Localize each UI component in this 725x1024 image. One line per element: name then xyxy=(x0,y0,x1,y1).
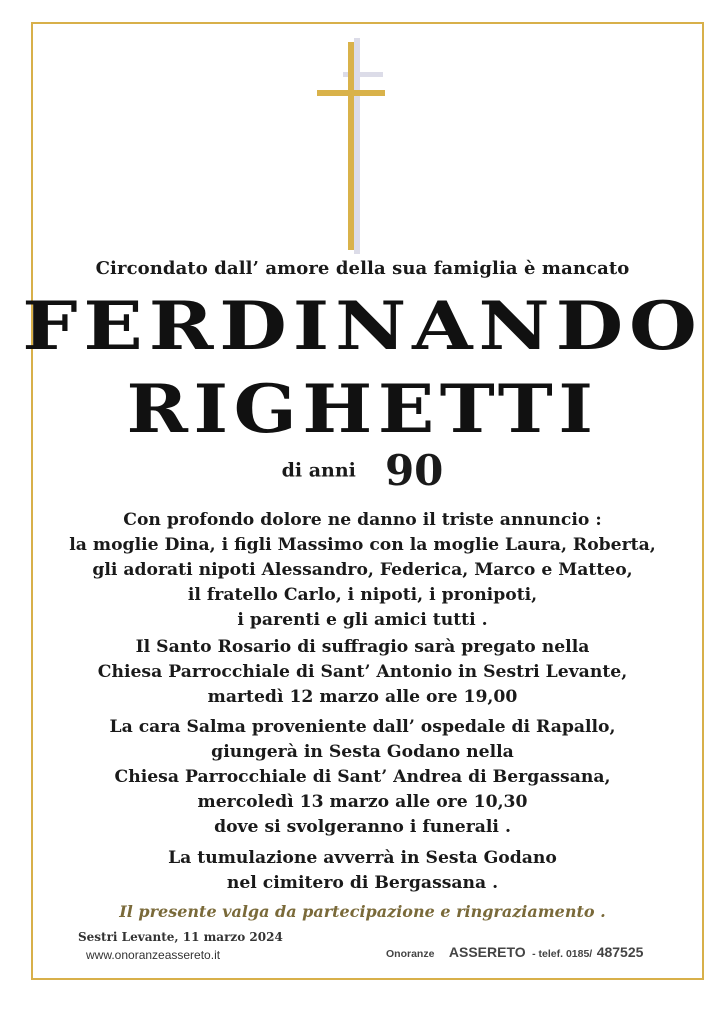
place-date: Sestri Levante, 11 marzo 2024 xyxy=(78,930,283,944)
text-line: il fratello Carlo, i nipoti, i pronipoti, xyxy=(187,585,538,605)
funeral-announcement xyxy=(40,715,685,840)
agency-prefix: Onoranze xyxy=(386,948,435,960)
text-line: Chiesa Parrocchiale di Sant’ Antonio in Sestri Levante, xyxy=(97,662,628,682)
text-line: giungerà in Sesta Godano nella xyxy=(211,742,514,762)
closing-text: Il presente valga da partecipazione e ringraziamento . xyxy=(119,902,606,921)
intro-text: Circondato dall’ amore della sua famiglia è mancato xyxy=(95,258,630,279)
text-line: la moglie Dina, i figli Massimo con la moglie Laura, Roberta, xyxy=(69,535,656,555)
cross-icon xyxy=(315,38,385,254)
text-line: dove si svolgeranno i funerali . xyxy=(214,817,511,837)
agency-name: ASSERETO xyxy=(448,944,526,960)
text-line: i parenti e gli amici tutti . xyxy=(237,610,488,630)
age-label: di anni xyxy=(281,459,356,482)
text-line: martedì 12 marzo alle ore 19,00 xyxy=(207,687,518,707)
deceased-last-name: RIGHETTI xyxy=(126,370,599,448)
phone-number: 487525 xyxy=(596,944,644,960)
text-line: gli adorati nipoti Alessandro, Federica, Marco e Matteo, xyxy=(92,560,633,580)
text-line: Con profondo dolore ne danno il triste annuncio : xyxy=(123,510,602,530)
age-row xyxy=(0,446,725,495)
text-line: nel cimitero di Bergassana . xyxy=(226,873,499,893)
agency-website: www.onoranzeassereto.it xyxy=(86,948,221,962)
age-value: 90 xyxy=(384,446,444,495)
burial-announcement xyxy=(40,846,685,896)
text-line: La cara Salma proveniente dall’ ospedale di Rapallo, xyxy=(109,717,616,737)
deceased-first-name: FERDINANDO xyxy=(22,287,703,365)
text-line: mercoledì 13 marzo alle ore 10,30 xyxy=(197,792,528,812)
text-line: Chiesa Parrocchiale di Sant’ Andrea di Bergassana, xyxy=(114,767,611,787)
text-line: Il Santo Rosario di suffragio sarà pregato nella xyxy=(135,637,590,657)
agency-signature xyxy=(386,944,643,962)
phone-label: - telef. 0185/ xyxy=(532,948,593,960)
rosary-announcement xyxy=(40,635,685,710)
text-line: La tumulazione avverrà in Sesta Godano xyxy=(168,848,557,868)
family-announcement xyxy=(40,508,685,633)
